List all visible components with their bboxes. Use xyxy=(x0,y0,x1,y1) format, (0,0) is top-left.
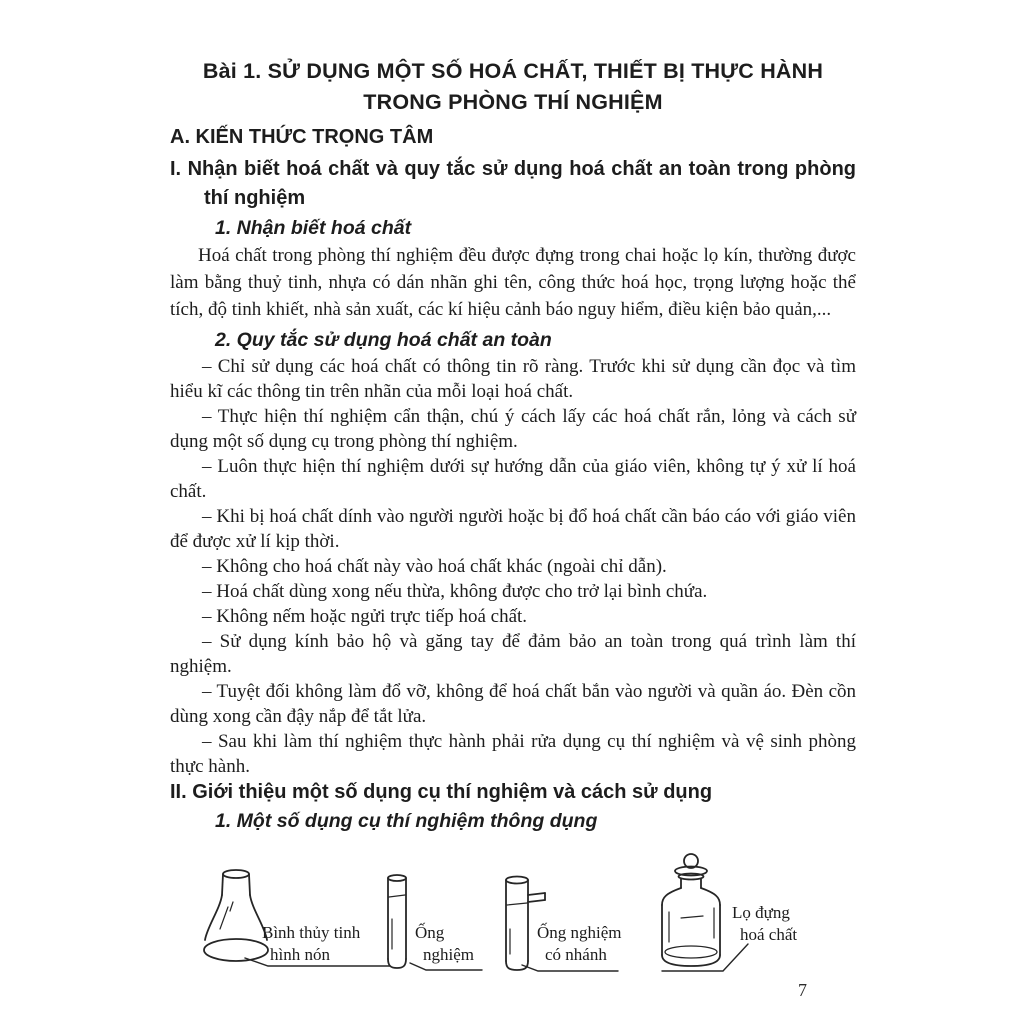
safety-rule-item: – Sau khi làm thí nghiệm thực hành phải rửa dụng cụ thí nghiệm và vệ sinh phòng thực hành. xyxy=(170,731,856,777)
paragraph-nhan-biet: Hoá chất trong phòng thí nghiệm đều được đựng trong chai hoặc lọ kín, thường được làm bằng thuỷ tinh, nhựa có dán nhãn ghi tên, công thức hoá học, trọng lượng hoặc thể tích, độ tinh khiết, nhà sản xuất, các kí hiệu cảnh báo nguy hiểm, điều kiện bảo quản,... xyxy=(170,245,856,320)
safety-rules-list xyxy=(170,354,856,779)
safety-rule-item: – Không cho hoá chất này vào hoá chất khác (ngoài chỉ dẫn). xyxy=(202,556,667,577)
safety-rule-item: – Tuyệt đối không làm đổ vỡ, không để hoá chất bắn vào người và quần áo. Đèn cồn dùng xong cần đậy nắp để tắt lửa. xyxy=(170,681,856,727)
figure-label-line: Bình thủy tinh xyxy=(262,923,361,942)
heading-i: I. Nhận biết hoá chất và quy tắc sử dụng hoá chất an toàn trong phòng thí nghiệm xyxy=(170,158,856,209)
figure-label-line: hình nón xyxy=(270,945,330,964)
subheading-dung-cu: 1. Một số dụng cụ thí nghiệm thông dụng xyxy=(215,810,598,832)
heading-ii: II. Giới thiệu một số dụng cụ thí nghiệm và cách sử dụng xyxy=(170,781,713,803)
lesson-title-line1: Bài 1. SỬ DỤNG MỘT SỐ HOÁ CHẤT, THIẾT BỊ THỰC HÀNH xyxy=(202,59,824,83)
subheading-1-nhan-biet: 1. Nhận biết hoá chất xyxy=(215,217,412,239)
lesson-title xyxy=(170,56,856,118)
figure-label-line: hoá chất xyxy=(740,925,798,944)
lab-equipment-figure xyxy=(170,850,856,990)
figure-label-test-tube xyxy=(415,922,474,966)
figure-label-line: Lọ đựng xyxy=(732,903,790,922)
section-a-heading: A. KIẾN THỨC TRỌNG TÂM xyxy=(170,126,434,148)
safety-rule-item: – Khi bị hoá chất dính vào người người hoặc bị đổ hoá chất cần báo cáo với giáo viên để được xử lí kịp thời. xyxy=(170,506,856,552)
page-number: 7 xyxy=(798,980,807,1000)
subheading-2-quy-tac: 2. Quy tắc sử dụng hoá chất an toàn xyxy=(215,329,552,351)
figure-label-line: Ống nghiệm xyxy=(537,923,622,942)
figure-label-branched-test-tube xyxy=(537,922,622,966)
page-content xyxy=(170,56,856,835)
safety-rule-item: – Chỉ sử dụng các hoá chất có thông tin rõ ràng. Trước khi sử dụng cần đọc và tìm hiểu kĩ các thông tin trên nhãn của mỗi loại hoá chất. xyxy=(170,356,856,402)
figure-label-conical-flask xyxy=(262,922,360,966)
safety-rule-item: – Hoá chất dùng xong nếu thừa, không được cho trở lại bình chứa. xyxy=(202,581,708,602)
figure-label-chemical-bottle xyxy=(732,902,797,946)
safety-rule-item: – Thực hiện thí nghiệm cẩn thận, chú ý cách lấy các hoá chất rắn, lỏng và cách sử dụng một số dụng cụ trong phòng thí nghiệm. xyxy=(170,406,856,452)
figure-label-line: có nhánh xyxy=(545,945,607,964)
lesson-title-line2: TRONG PHÒNG THÍ NGHIỆM xyxy=(363,90,663,114)
figure-label-line: nghiệm xyxy=(423,945,474,964)
safety-rule-item: – Không nếm hoặc ngửi trực tiếp hoá chất. xyxy=(202,606,528,627)
figure-label-line: Ống xyxy=(415,923,445,942)
safety-rule-item: – Luôn thực hiện thí nghiệm dưới sự hướng dẫn của giáo viên, không tự ý xử lí hoá chất. xyxy=(170,456,856,502)
safety-rule-item: – Sử dụng kính bảo hộ và găng tay để đảm bảo an toàn trong quá trình làm thí nghiệm. xyxy=(170,631,856,677)
